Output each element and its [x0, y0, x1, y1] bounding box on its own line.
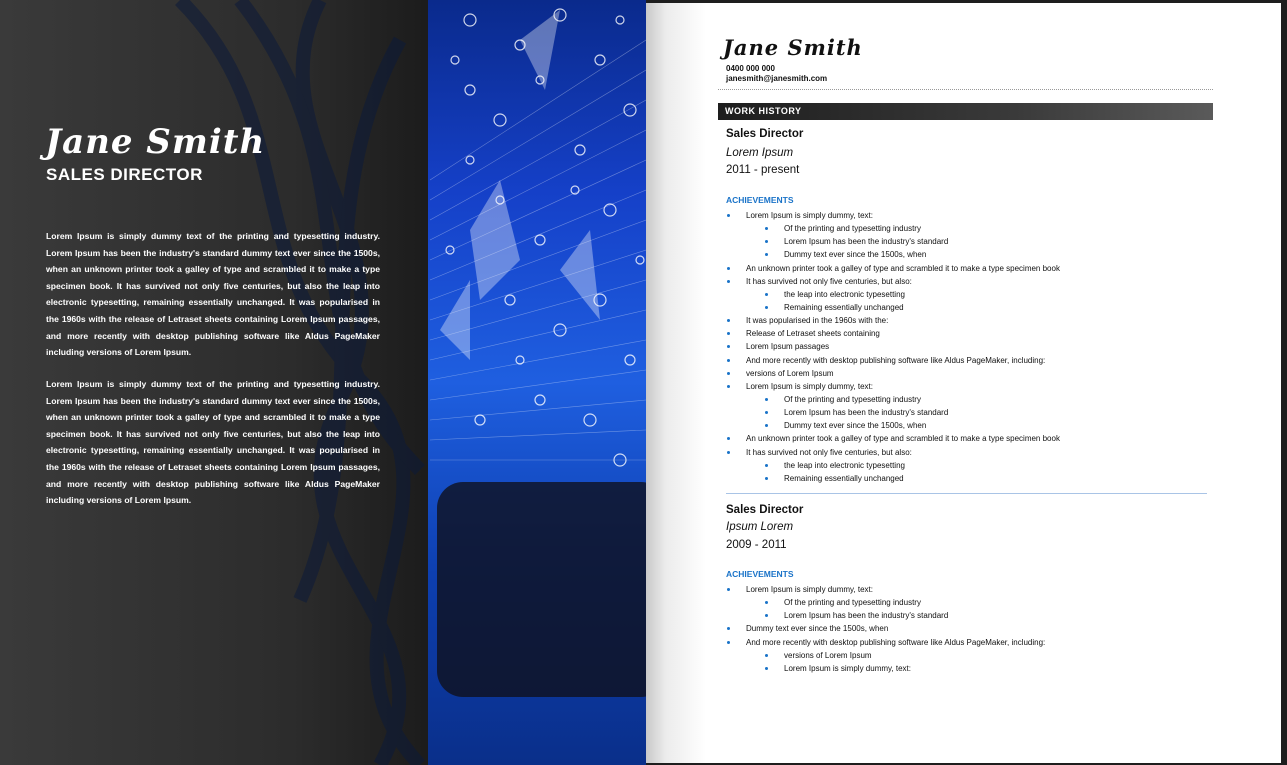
achievement-item — [726, 459, 1060, 472]
achievement-text: Of the printing and typesetting industry — [784, 598, 921, 608]
achievement-item — [726, 314, 1060, 327]
bullet-icon — [765, 240, 768, 243]
achievements-heading: ACHIEVEMENTS — [726, 195, 794, 205]
cover-paragraph: Lorem Ipsum is simply dummy text of the printing and typesetting industry. Lorem Ipsum has been the industry's standard dummy text ever since the 1500s, when an unknown printer took a galley of type and scrambled it to make a type specimen book. It has survived not only five centuries, but also the leap into electronic typesetting, remaining essentially unchanged. It was popularised in the 1960s with the release of Letraset sheets containing Lorem Ipsum passages, and more recently with desktop publishing software like Aldus PageMaker including versions of Lorem Ipsum. — [46, 231, 380, 358]
achievement-text: versions of Lorem Ipsum — [746, 368, 834, 378]
bullet-icon — [765, 411, 768, 414]
achievement-text: Dummy text ever since the 1500s, when — [746, 624, 889, 634]
achievement-item — [726, 393, 1060, 406]
bullet-icon — [765, 293, 768, 296]
achievement-text: Lorem Ipsum is simply dummy, text: — [746, 381, 873, 391]
job-dates: 2011 - present — [726, 164, 800, 176]
job-company: Lorem Ipsum — [726, 147, 794, 159]
resume-name: Jane Smith — [723, 35, 863, 60]
bullet-icon — [765, 654, 768, 657]
phone-number: 0400 000 000 — [726, 64, 775, 73]
achievement-item — [726, 446, 1060, 459]
achievement-text: Lorem Ipsum is simply dummy, text: — [746, 211, 873, 220]
job-title: Sales Director — [726, 504, 804, 516]
bullet-icon — [765, 398, 768, 401]
bullet-icon — [727, 345, 730, 348]
achievement-item — [726, 209, 1060, 222]
bullet-icon — [727, 385, 730, 388]
achievement-text: An unknown printer took a galley of type and scrambled it to make a type specimen book — [746, 263, 1060, 273]
achievement-item — [726, 406, 1060, 419]
cover-paragraph: Lorem Ipsum is simply dummy text of the printing and typesetting industry. Lorem Ipsum has been the industry's standard dummy text ever since the 1500s, when an unknown printer took a galley of type and scrambled it to make a type specimen book. It has survived not only five centuries, but also the leap into electronic typesetting, remaining essentially unchanged. It was popularised in the 1960s with the release of Letraset sheets containing Lorem Ipsum passages, and more recently with desktop publishing software like Aldus PageMaker including versions of Lorem Ipsum. — [46, 379, 380, 506]
bullet-icon — [727, 332, 730, 335]
job-title: Sales Director — [726, 128, 804, 140]
achievement-text: Lorem Ipsum is simply dummy, text: — [746, 585, 873, 594]
achievement-item — [726, 380, 1060, 393]
job-company: Ipsum Lorem — [726, 521, 794, 533]
cover-name: Jane Smith — [45, 122, 266, 162]
achievement-text: It has survived not only five centuries, but also: — [746, 276, 912, 286]
achievement-item — [726, 301, 1060, 314]
achievement-item — [726, 275, 1060, 288]
achievement-item — [726, 367, 1060, 380]
bullet-icon — [727, 267, 730, 270]
achievement-text: Of the printing and typesetting industry — [784, 394, 921, 404]
achievement-item — [726, 649, 1045, 662]
dark-overlay-card — [437, 482, 646, 697]
cover-role: SALES DIRECTOR — [46, 165, 203, 184]
achievement-item — [726, 622, 1045, 635]
achievement-text: Lorem Ipsum passages — [746, 342, 830, 352]
achievement-text: the leap into electronic typesetting — [784, 289, 905, 299]
bullet-icon — [765, 306, 768, 309]
achievement-item — [726, 662, 1045, 675]
achievement-item — [726, 262, 1060, 275]
achievement-text: Lorem Ipsum has been the industry's standard — [784, 237, 949, 247]
achievement-item — [726, 248, 1060, 261]
bullet-icon — [727, 641, 730, 644]
achievement-text: It has survived not only five centuries, but also: — [746, 447, 912, 457]
achievement-item — [726, 340, 1060, 353]
bullet-icon — [727, 372, 730, 375]
bullet-icon — [727, 359, 730, 362]
bullet-icon — [765, 614, 768, 617]
achievement-item — [726, 472, 1060, 485]
header-divider — [718, 89, 1213, 90]
achievements-heading: ACHIEVEMENTS — [726, 569, 794, 579]
achievement-text: Lorem Ipsum has been the industry's standard — [784, 611, 949, 621]
bullet-icon — [765, 477, 768, 480]
achievement-item — [726, 609, 1045, 622]
achievement-text: And more recently with desktop publishing software like Aldus PageMaker, including: — [746, 637, 1046, 647]
achievement-text: Release of Letraset sheets containing — [746, 329, 880, 339]
achievement-text: Remaining essentially unchanged — [784, 302, 904, 312]
achievement-text: Lorem Ipsum has been the industry's standard — [784, 408, 949, 418]
achievement-text: It was popularised in the 1960s with the: — [746, 316, 889, 326]
achievement-item — [726, 596, 1045, 609]
achievement-item — [726, 419, 1060, 432]
achievement-item — [726, 432, 1060, 445]
achievement-item — [726, 222, 1060, 235]
achievement-text: An unknown printer took a galley of type and scrambled it to make a type specimen book — [746, 434, 1060, 444]
bullet-icon — [727, 588, 730, 591]
bullet-icon — [765, 667, 768, 670]
achievement-item — [726, 636, 1045, 649]
bullet-icon — [727, 280, 730, 283]
bullet-icon — [765, 424, 768, 427]
bullet-icon — [765, 227, 768, 230]
achievement-text: Of the printing and typesetting industry — [784, 224, 921, 234]
achievement-item — [726, 288, 1060, 301]
bullet-icon — [727, 451, 730, 454]
achievement-text: the leap into electronic typesetting — [784, 460, 905, 470]
achievement-text: Dummy text ever since the 1500s, when — [784, 250, 927, 260]
bullet-icon — [765, 464, 768, 467]
achievements-list — [726, 209, 1060, 485]
achievement-item — [726, 354, 1060, 367]
achievement-item — [726, 327, 1060, 340]
achievement-text: versions of Lorem Ipsum — [784, 650, 872, 660]
job-separator — [726, 493, 1207, 494]
job-dates: 2009 - 2011 — [726, 539, 787, 551]
achievement-text: Remaining essentially unchanged — [784, 473, 904, 483]
achievement-item — [726, 235, 1060, 248]
achievement-text: Dummy text ever since the 1500s, when — [784, 421, 927, 431]
email-address: janesmith@janesmith.com — [726, 74, 828, 83]
bullet-icon — [727, 319, 730, 322]
achievement-item — [726, 583, 1045, 596]
section-header-work-history: WORK HISTORY — [718, 103, 1213, 120]
bullet-icon — [765, 253, 768, 256]
achievement-text: And more recently with desktop publishing software like Aldus PageMaker, including: — [746, 355, 1046, 365]
bullet-icon — [727, 437, 730, 440]
bullet-icon — [727, 627, 730, 630]
bullet-icon — [727, 214, 730, 217]
achievement-text: Lorem Ipsum is simply dummy, text: — [784, 663, 911, 673]
achievements-list — [726, 583, 1045, 675]
bullet-icon — [765, 601, 768, 604]
